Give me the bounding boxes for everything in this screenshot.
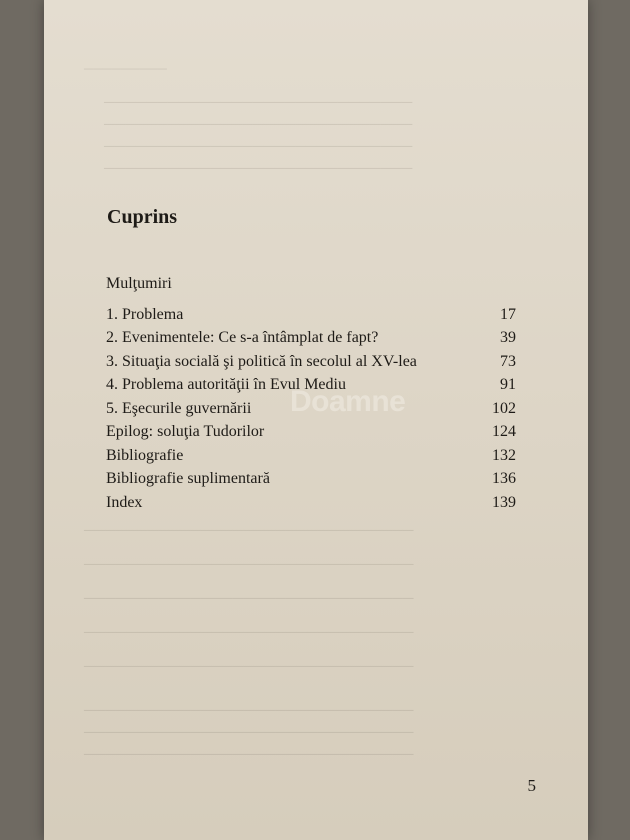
toc-entry <box>106 275 516 299</box>
show-through-text: ─────────────────────────────── <box>84 747 414 763</box>
toc-entry-label: Bibliografie <box>106 446 184 464</box>
toc-entry-page: 124 <box>492 423 516 440</box>
watermark-logo: Doamne <box>290 385 406 418</box>
toc-entry-page: 91 <box>500 376 516 393</box>
toc-entry <box>106 423 516 447</box>
show-through-text: ─────────────────────────────── <box>84 625 414 641</box>
toc-entry-label: Index <box>106 493 143 511</box>
toc-entry-page <box>476 275 516 299</box>
show-through-text: ─────────────────────────────── <box>84 523 414 539</box>
show-through-text: ───────────────────────────── <box>104 161 413 177</box>
show-through-text: ─────────────────────────────── <box>84 591 414 607</box>
toc-entry-label: 3. Situaţia socială şi politică în secolul al XV-lea <box>106 352 417 370</box>
book-page <box>44 0 588 840</box>
toc-entry-label: Bibliografie suplimentară <box>106 470 270 487</box>
show-through-text: ─────────────────────────────── <box>84 557 414 573</box>
toc-entry <box>106 494 516 518</box>
toc-entry <box>106 353 516 377</box>
toc-entry-page: 139 <box>492 493 516 511</box>
toc-entry-label: 2. Evenimentele: Ce s-a întâmplat de fapt? <box>106 329 379 346</box>
toc-entry-label: Mulţumiri <box>106 275 172 292</box>
show-through-text: ─────────────────────────────── <box>84 659 414 675</box>
toc-entry-label: 1. Problema <box>106 305 184 323</box>
show-through-text: ───────── <box>84 61 167 76</box>
toc-entry-label: Epilog: soluţia Tudorilor <box>106 423 265 440</box>
toc-entry-label: 4. Problema autorităţii în Evul Mediu <box>106 376 346 393</box>
toc-entry <box>106 470 516 494</box>
page-number: 5 <box>527 776 536 795</box>
show-through-text: ─────────────────────────────── <box>84 703 414 719</box>
toc-entry <box>106 329 516 353</box>
show-through-text: ───────────────────────────── <box>104 117 413 133</box>
toc-entry <box>106 447 516 471</box>
toc-entry-page: 132 <box>492 446 516 464</box>
toc-entry <box>106 306 516 330</box>
toc-entry-page: 73 <box>500 352 516 370</box>
toc-entry-label: 5. Eşecurile guvernării <box>106 399 252 417</box>
toc-entry-page: 17 <box>500 305 516 323</box>
show-through-text: ─────────────────────────────── <box>84 725 414 741</box>
toc-entry-page: 136 <box>492 470 516 487</box>
show-through-text: ───────────────────────────── <box>104 139 413 155</box>
toc-entry-page: 102 <box>492 399 516 417</box>
toc-entry-page: 39 <box>500 329 516 346</box>
page-title: Cuprins <box>107 206 178 228</box>
show-through-text: ───────────────────────────── <box>104 95 413 111</box>
